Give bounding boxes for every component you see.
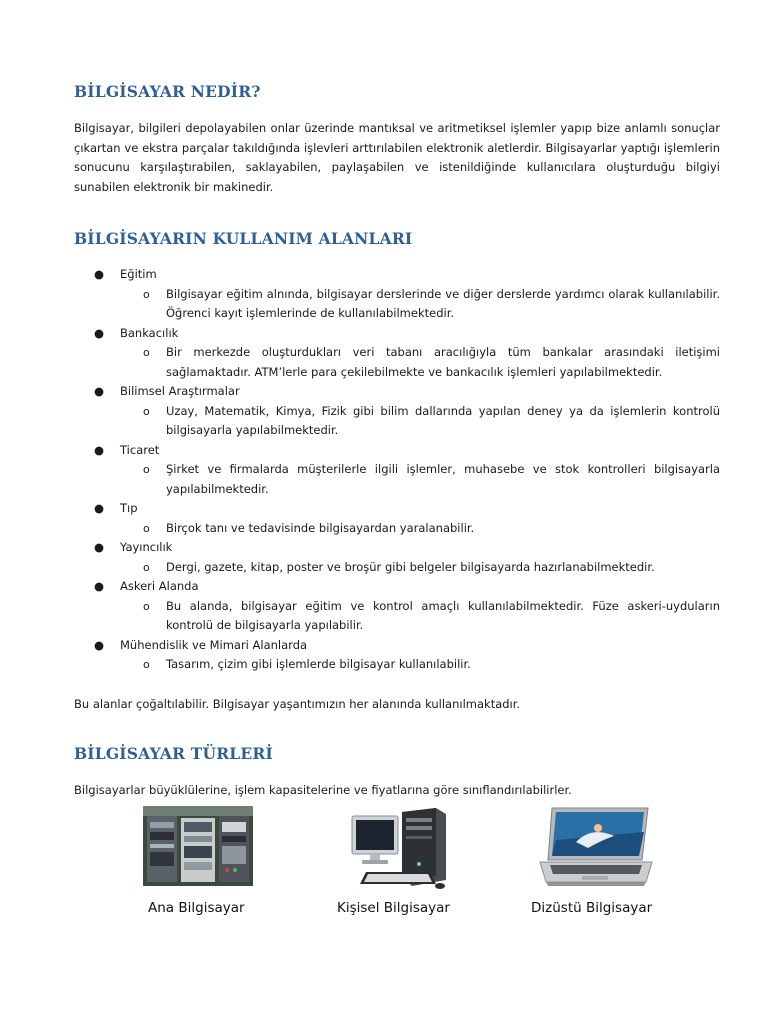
bullet-icon: ● [94, 267, 105, 281]
usage-area-detail: Bilgisayar eğitim alnında, bilgisayar derslerinde ve diğer derslerde yardımcı olarak kullanılabilir. Öğrenci kayıt işlemlerinde de kullanılabilmektedir. [166, 286, 720, 320]
bullet-icon: ● [94, 579, 105, 593]
list-item [74, 538, 720, 577]
circle-bullet-icon: o [143, 287, 150, 301]
usage-area-detail: Dergi, gazete, kitap, poster ve broşür gibi belgeler bilgisayarda hazırlanabilmektedir. [166, 559, 655, 574]
list-item [74, 499, 720, 538]
circle-bullet-icon: o [143, 658, 150, 671]
usage-area-detail: Bu alanda, bilgisayar eğitim ve kontrol amaçlı kullanılabilmektedir. Füze askeri-uyduların kontrolü de bilgisayarla yapılabilir. [166, 598, 720, 632]
section-body-what-is-computer: Bilgisayar, bilgileri depolayabilen onlar üzerinde mantıksal ve aritmetiksel işlemler yapıp bize anlamlı sonuçlar çıkartan ve ekstra parçalar takıldığında işlevleri arttırılabilen elektronik aletlerdir. Bilgisayarlar yaptığı işlemlerin sonucunu karşılaştırabilen, saklayabilen, paylaşabilen ve istenildiğinde kullanıcılara oluşturduğu bilgiyi sunabilen elektronik bir makinedir. [74, 121, 720, 194]
list-item [74, 636, 720, 675]
usage-area-detail: Bir merkezde oluşturdukları veri tabanı aracılığıyla tüm bankalar arasındaki iletişimi sağlamaktadır. ATM’lerle para çekilebilmekte ve bankacılık işlemleri yapılabilmektedir. [166, 345, 720, 379]
section-title-computer-types: BİLGİSAYAR TÜRLERİ [74, 744, 273, 763]
usage-areas-footer: Bu alanlar çoğaltılabilir. Bilgisayar yaşantımızın her alanında kullanılmaktadır. [74, 697, 521, 711]
bullet-icon: ● [94, 325, 105, 340]
usage-area-detail: Birçok tanı ve tedavisinde bilgisayardan yaralanabilir. [166, 520, 475, 535]
circle-bullet-icon: o [143, 463, 150, 476]
computer-types-images [74, 806, 720, 936]
usage-areas-list [74, 265, 720, 675]
usage-area-label: Mühendislik ve Mimari Alanlarda [120, 637, 308, 652]
section-title-what-is-computer: BİLGİSAYAR NEDİR? [74, 82, 261, 101]
usage-area-label: Bankacılık [120, 325, 179, 340]
list-item [74, 265, 720, 324]
circle-bullet-icon: o [143, 521, 150, 535]
section-body-computer-types: Bilgisayarlar büyüklülerine, işlem kapasitelerine ve fiyatlarına göre sınıflandırılabilirler. [74, 783, 572, 797]
usage-area-label: Ticaret [120, 442, 160, 457]
usage-area-label: Askeri Alanda [120, 579, 199, 593]
bullet-icon: ● [94, 637, 105, 652]
list-item [74, 441, 720, 500]
usage-area-detail: Tasarım, çizim gibi işlemlerde bilgisayar kullanılabilir. [166, 657, 471, 671]
caption-mainframe: Ana Bilgisayar [148, 900, 245, 916]
circle-bullet-icon: o [143, 599, 150, 613]
caption-personal-computer: Kişisel Bilgisayar [337, 900, 450, 916]
list-item [74, 382, 720, 441]
usage-area-detail: Uzay, Matematik, Kimya, Fizik gibi bilim dallarında yapılan deney ya da işlemlerin kontrolü bilgisayarla yapılabilmektedir. [166, 403, 720, 437]
mainframe-image [143, 806, 253, 886]
bullet-icon: ● [94, 384, 105, 398]
circle-bullet-icon: o [143, 560, 150, 574]
bullet-icon: ● [94, 442, 105, 457]
bullet-icon: ● [94, 540, 105, 554]
usage-area-label: Yayıncılık [120, 540, 173, 554]
usage-area-detail: Şirket ve firmalarda müşterilerle ilgili işlemler, muhasebe ve stok kontrolleri bilgisayarla yapılabilmektedir. [166, 462, 720, 496]
laptop-image [536, 806, 656, 892]
usage-area-label: Bilimsel Araştırmalar [120, 384, 240, 398]
list-item [74, 577, 720, 636]
section-title-usage-areas: BİLGİSAYARIN KULLANIM ALANLARI [74, 229, 413, 248]
bullet-icon: ● [94, 501, 105, 515]
circle-bullet-icon: o [143, 346, 150, 359]
list-item [74, 324, 720, 383]
circle-bullet-icon: o [143, 404, 150, 418]
usage-area-label: Tıp [120, 501, 138, 515]
usage-area-label: Eğitim [120, 267, 157, 281]
personal-computer-image [348, 806, 448, 892]
caption-laptop: Dizüstü Bilgisayar [531, 900, 653, 916]
